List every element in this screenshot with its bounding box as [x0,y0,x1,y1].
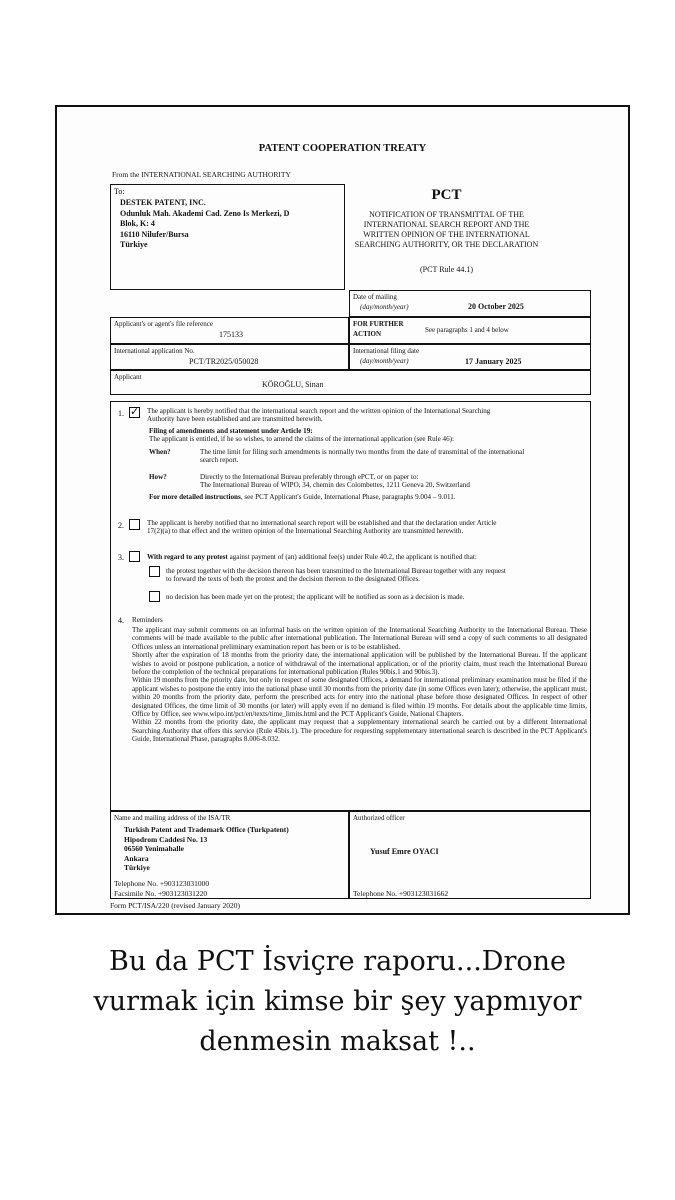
notification-title: NOTIFICATION OF TRANSMITTAL OF THE INTERNATIONAL SEARCH REPORT AND THE WRITTEN OPINION OF THE INTERNATIONAL SEARCHING AUTHORITY, OR THE DECLARATION [354,210,539,249]
caption-line-2: vurmak için kimse bir şey yapmıyor [93,986,582,1017]
form-identifier: Form PCT/ISA/220 (revised January 2020) [110,901,240,910]
application-number-value: PCT/TR2025/050028 [189,357,259,366]
item2-text: The applicant is hereby notified that no international search report will be established and that the declaration under Article 17(2)(a) to that effect and the written opinion of the International Searching Authority are transmitted herewith. [147,519,497,536]
isa-facsimile: Facsimile No. +903123031220 [114,889,208,898]
item3-checkbox[interactable] [129,551,140,562]
reminders-text: The applicant may submit comments on an informal basis on the written opinion of the International Searching Authority to the International Bureau. These comments will be made available to the public after international publication. The International Bureau will send a copy of such comments to all designated Offices unless an international preliminary examination report has been or is to be established. Shortly after the expiration of 18 months from the priority date, the international application will be published by the International Bureau. If the applicant wishes to avoid or postpone publication, a notice of withdrawal of the international application, or of the priority claim, must reach the International Bureau before the completion of the technical preparations for international publication (Rules 90bis.1 and 90bis.3). Within 19 months from the priority date, but only in respect of some designated Offices, a demand for international preliminary examination must be filed if the applicant wishes to postpone the entry into the national phase until 30 months from the priority date (in some Offices even later); otherwise, the applicant must, within 20 months from the priority date, perform the prescribed acts for entry into the national phase before those designated Offices. In respect of other designated Offices, the time limit of 30 months (or later) will apply even if no demand is filed within 19 months. For details about the applicable time limits, Office by Office, see www.wipo.int/pct/en/texts/time_limits.html and the PCT Applicant's Guide, National Chapters. Within 22 months from the priority date, the applicant may request that a supplementary international search be carried out by a different International Searching Authority that offers this service (Rule 45bis.1). The procedure for requesting supplementary international search is described in the PCT Applicant's Guide, International Phase, paragraphs 8.006-8.032. [132,626,587,744]
file-reference-box: Applicant's or agent's file reference 175133 [110,317,349,344]
officer-name: Yusuf Emre OYACI [370,847,439,856]
officer-telephone: Telephone No. +903123031662 [353,889,449,898]
story-caption [20,942,655,1062]
how-text: Directly to the International Bureau preferably through ePCT, or on paper to: The International Bureau of WIPO, 34, chemin des Colombettes, 1211 Geneva 20, Switzerland [200,473,470,490]
mailing-date-value: 20 October 2025 [468,302,524,311]
isa-telephone: Telephone No. +903123031000 [114,879,210,888]
filing-date-box: International filing date (day/month/year) 17 January 2025 [349,344,591,370]
caption-line-1: Bu da PCT İsviçre raporu...Drone [109,946,566,977]
from-line: From the INTERNATIONAL SEARCHING AUTHORITY [112,170,291,179]
applicant-value: KÖROĞLU, Sinan [262,380,324,389]
isa-address-lines: Turkish Patent and Trademark Office (Turkpatent) Hipodrom Caddesi No. 13 06560 Yenimahalle Ankara Türkiye [124,825,289,872]
addressee-box [110,184,345,290]
addressee-lines: DESTEK PATENT, INC. Odunluk Mah. Akademi Cad. Zeno Is Merkezi, D Blok, K: 4 16110 Nilufer/Bursa Türkiye [120,198,290,249]
item3-text: With regard to any protest against payment of (an) additional fee(s) under Rule 40.2, the applicant is notified that: [147,553,477,561]
detailed-instructions: For more detailed instructions, see PCT Applicant's Guide, International Phase, paragraphs 9.004 – 9.011. [149,493,456,501]
protest-transmitted-text: the protest together with the decision thereon has been transmitted to the International Bureau together with any request to forward the texts of both the protest and the decision thereon to the designated Offices. [166,567,506,584]
file-reference-value: 175133 [219,330,243,339]
filing-date-value: 17 January 2025 [465,357,522,366]
application-number-box: International application No. PCT/TR2025/050028 [110,344,349,370]
to-label: To: [114,187,125,196]
treaty-title: PATENT COOPERATION TREATY [258,143,427,154]
mailing-date-box: Date of mailing (day/month/year) 20 October 2025 [349,290,591,317]
caption-line-3: denmesin maksat !.. [199,1026,476,1057]
protest-transmitted-checkbox[interactable] [149,566,160,577]
reminders-heading: Reminders [132,616,163,624]
applicant-box: Applicant KÖROĞLU, Sinan [110,370,591,395]
further-action-box: FOR FURTHER ACTION See paragraphs 1 and 4 below [349,317,591,344]
authorized-officer-box: Authorized officer Yusuf Emre OYACI Telephone No. +903123031662 [349,811,591,899]
item1-text: The applicant is hereby notified that the international search report and the written opinion of the International Searching Authority have been established and are transmitted herewith. [147,407,491,424]
isa-address-box: Name and mailing address of the ISA/TR Turkish Patent and Trademark Office (Turkpatent) Hipodrom Caddesi No. 13 06560 Yenimahalle Ankara Türkiye Telephone No. +903123031000 Facsimile No. +903123031220 [110,811,349,899]
item1-checkbox[interactable]: ✓ [130,406,140,418]
pct-title: PCT [431,187,462,203]
no-decision-text: no decision has been made yet on the protest; the applicant will be notified as soon as a decision is made. [166,593,465,601]
pct-document: PATENT COOPERATION TREATY From the INTERNATIONAL SEARCHING AUTHORITY To: DESTEK PATENT, INC. Odunluk Mah. Akademi Cad. Zeno Is Merkezi, D Blok, K: 4 16110 Nilufer/Bursa Türkiye PCT NOTIFICATION OF TRANSMITTAL OF THE INTERNATIONAL SEARCH REPORT AND THE WRITTEN OPINION OF THE INTERNATIONAL SEARCHING AUTHORITY, OR THE DECLARATION (PCT Rule 44.1) Date of mailing (day/month/year) 20 October 2025 Applicant's or agent's file reference 175133 FOR FURTHER ACTION See paragraphs 1 and 4 below International application No. PCT/TR2025/050028 International filing date (day/month/year) 17 January 2025 Applicant KÖROĞLU, Sinan 1. ✓ The applicant is hereby notified that the international search report and the written opinion of the International Searching Authority have been established and are transmitted herewith. Filing of amendments and statement under Article 19: The applicant is entitled, if he so wishes, to amend the claims of the international application (see Rule 46): When? The time limit for filing such amendments is normally two months from the date of transmittal of the international search report. How? Directly to the International Bureau preferably through ePCT, or on paper to: The International Bureau of WIPO, 34, chemin des Colombettes, 1211 Geneva 20, Switzerland For more detailed instructions, see PCT Applicant's Guide, International Phase, paragraphs 9.004 – 9.011. 2. The applicant is hereby notified that no international search report will be established and that the declaration under Article 17(2)(a) to that effect and the written opinion of the International Searching Authority are transmitted herewith. 3. With regard to any protest against payment of (an) additional fee(s) under Rule 40.2, the applicant is notified that: the protest together with the decision thereon has been transmitted to the International Bureau together with any request to forward the texts of both the protest and the decision thereon to the designated Offices. no decision has been made yet on the protest; the applicant will be notified as soon as a decision is made. 4. Reminders The applicant may submit comments on an informal basis on the written opinion of the International Searching Authority to the International Bureau. These comments will be made available to the public after international publication. The International Bureau will send a copy of such comments to all designated Offices unless an international preliminary examination report has been or is to be established. Shortly after the expiration of 18 months from the priority date, the international application will be published by the International Bureau. If the applicant wishes to avoid or postpone publication, a notice of withdrawal of the international application, or of the priority claim, must reach the International Bureau before the completion of the technical preparations for international publication (Rules 90bis.1 and 90bis.3). Within 19 months from the priority date, but only in respect of some designated Offices, a demand for international preliminary examination must be filed if the applicant wishes to postpone the entry into the national phase until 30 months from the priority date (in some Offices even later); otherwise, the applicant must, within 20 months from the priority date, perform the prescribed acts for entry into the national phase before those designated Offices. In respect of other designated Offices, the time limit of 30 months (or later) will apply even if no demand is filed within 19 months. For details about the applicable time limits, Office by Office, see www.wipo.int/pct/en/texts/time_limits.html and the PCT Applicant's Guide, National Chapters. Within 22 months from the priority date, the applicant may request that a supplementary international search be carried out by a different International Searching Authority that offers this service (Rule 45bis.1). The procedure for requesting supplementary international search is described in the PCT Applicant's Guide, International Phase, paragraphs 8.006-8.032. Name and mailing address of the ISA/TR Turkish Patent and Trademark Office (Turkpatent) Hipodrom Caddesi No. 13 06560 Yenimahalle Ankara Türkiye Telephone No. +903123031000 Facsimile No. +903123031220 Authorized officer Yusuf Emre OYACI Telephone No. +903123031662 Form PCT/ISA/220 (revised January 2020) [55,105,630,915]
item2-checkbox[interactable] [129,519,140,530]
no-decision-checkbox[interactable] [149,591,160,602]
pct-rule: (PCT Rule 44.1) [420,265,473,274]
article19-section: Filing of amendments and statement under Article 19: The applicant is entitled, if he so wishes, to amend the claims of the international application (see Rule 46): [149,427,454,444]
when-text: The time limit for filing such amendments is normally two months from the date of transmittal of the international search report. [200,448,525,465]
